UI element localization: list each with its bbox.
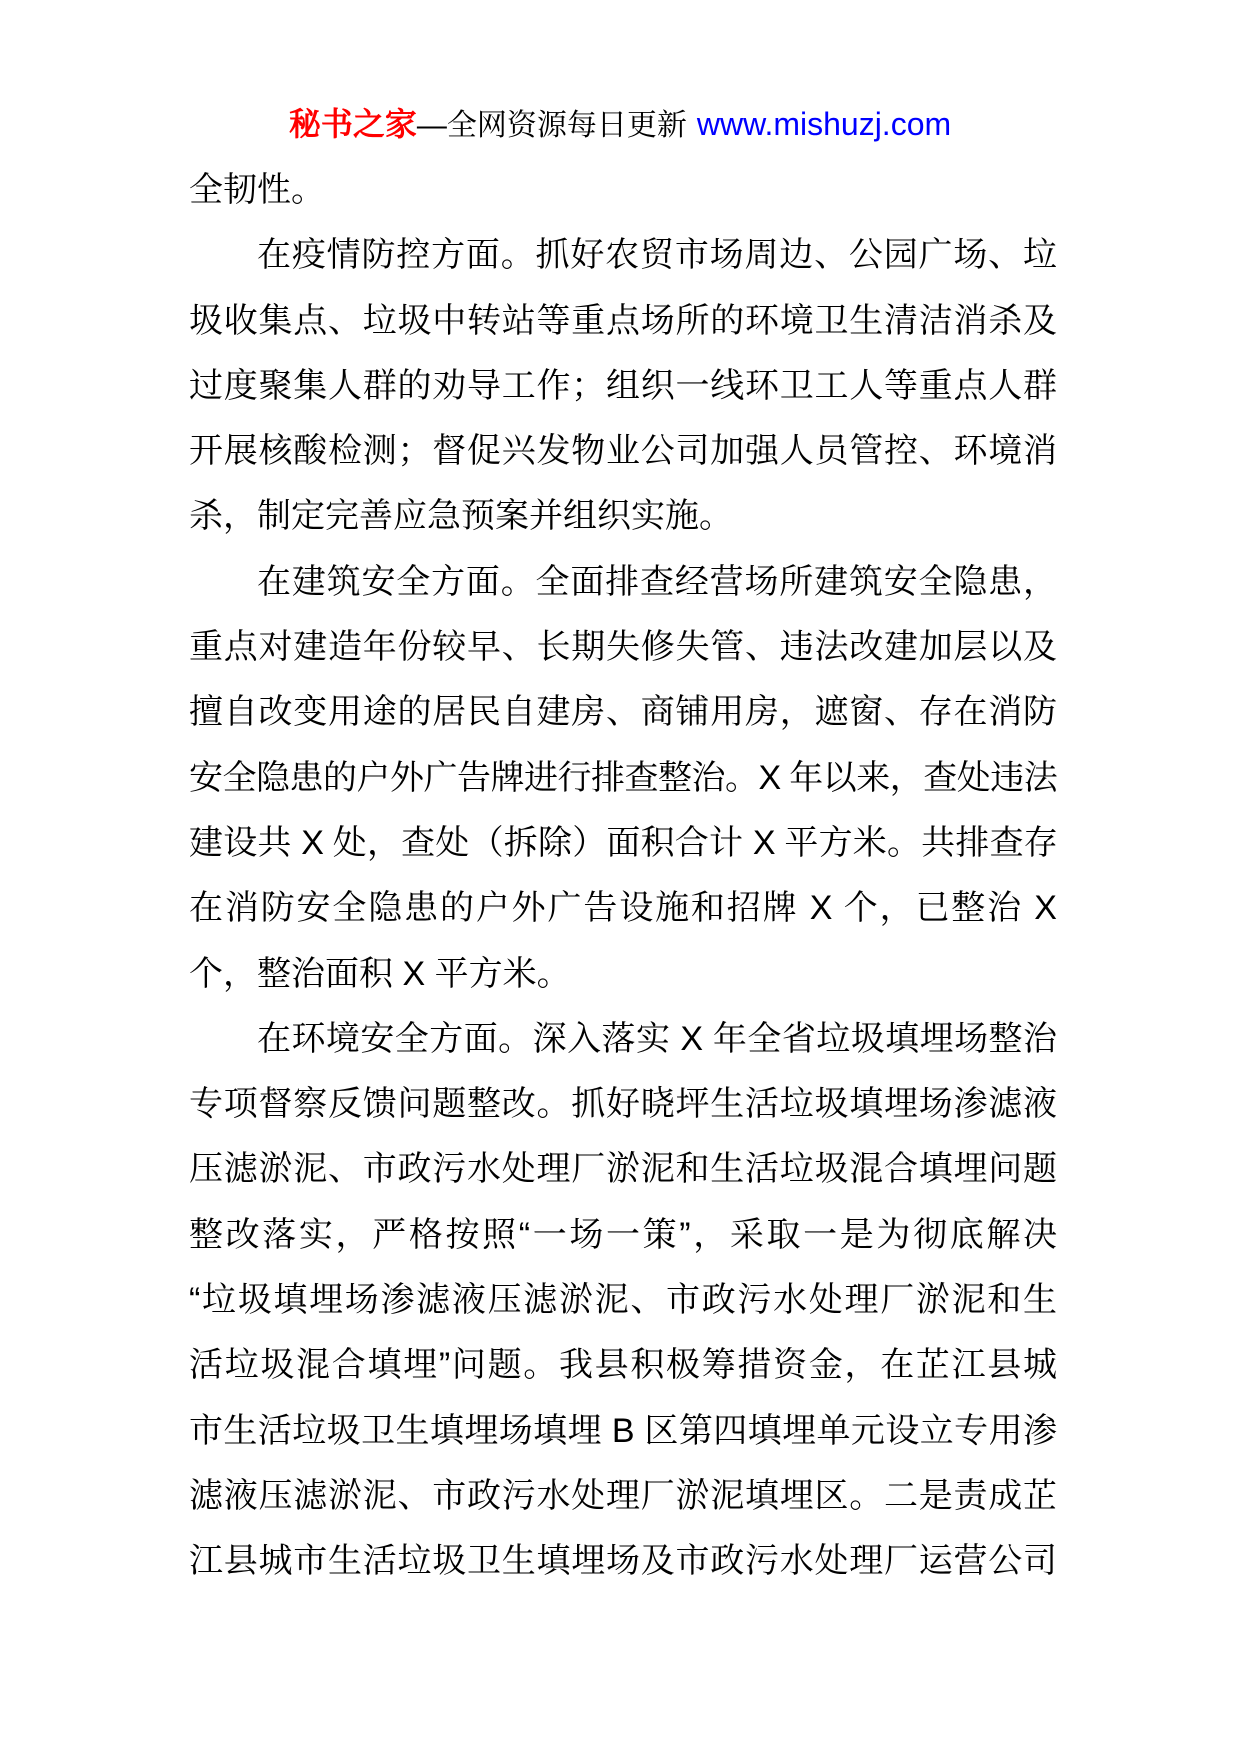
site-slogan: —全网资源每日更新 xyxy=(416,109,687,142)
text-line: 安全隐患的户外广告牌进行排查整治。X 年以来，查处违法 xyxy=(189,758,1057,797)
text-line: 重点对建造年份较早、长期失修失管、违法改建加层以及 xyxy=(189,628,1057,667)
text-line: 在建筑安全方面。全面排查经营场所建筑安全隐患， xyxy=(257,562,1057,601)
brand-name: 秘书之家 xyxy=(288,106,417,142)
paragraph xyxy=(189,158,1057,223)
site-url: www.mishuzj.com xyxy=(696,106,952,142)
text-line: 整改落实，严格按照“一场一策”，采取一是为彻底解决 xyxy=(189,1215,1057,1254)
text-line: 专项督察反馈问题整改。抓好晓坪生活垃圾填埋场渗滤液 xyxy=(189,1085,1057,1124)
paragraph xyxy=(189,1007,1057,1595)
text-line: 个，整治面积 X 平方米。 xyxy=(189,954,571,993)
text-line: 江县城市生活垃圾卫生填埋场及市政污水处理厂运营公司 xyxy=(189,1542,1057,1581)
text-line: 活垃圾混合填埋”问题。我县积极筹措资金，在芷江县城 xyxy=(189,1346,1057,1385)
text-line: 过度聚集人群的劝导工作；组织一线环卫工人等重点人群 xyxy=(189,366,1057,405)
text-line: 在疫情防控方面。抓好农贸市场周边、公园广场、垃 xyxy=(257,236,1057,275)
site-header xyxy=(0,100,1240,148)
document-body xyxy=(189,158,1057,1595)
paragraph xyxy=(189,223,1057,549)
text-line: 市生活垃圾卫生填埋场填埋 B 区第四填埋单元设立专用渗 xyxy=(189,1411,1057,1450)
text-line: 在消防安全隐患的户外广告设施和招牌 X 个，已整治 X xyxy=(189,889,1057,928)
text-line: 圾收集点、垃圾中转站等重点场所的环境卫生清洁消杀及 xyxy=(189,301,1057,340)
text-line: 滤液压滤淤泥、市政污水处理厂淤泥填埋区。二是责成芷 xyxy=(189,1476,1057,1515)
paragraph xyxy=(189,550,1057,1007)
text-line: 擅自改变用途的居民自建房、商铺用房，遮窗、存在消防 xyxy=(189,693,1057,732)
text-line: 开展核酸检测；督促兴发物业公司加强人员管控、环境消 xyxy=(189,432,1057,471)
text-line: 在环境安全方面。深入落实 X 年全省垃圾填埋场整治 xyxy=(257,1019,1057,1058)
text-line: 建设共 X 处，查处（拆除）面积合计 X 平方米。共排查存 xyxy=(189,823,1057,862)
text-line: 杀，制定完善应急预案并组织实施。 xyxy=(189,497,733,536)
text-line: 压滤淤泥、市政污水处理厂淤泥和生活垃圾混合填埋问题 xyxy=(189,1150,1057,1189)
text-line: 全韧性。 xyxy=(189,171,325,209)
text-line: “垃圾填埋场渗滤液压滤淤泥、市政污水处理厂淤泥和生 xyxy=(189,1281,1057,1320)
